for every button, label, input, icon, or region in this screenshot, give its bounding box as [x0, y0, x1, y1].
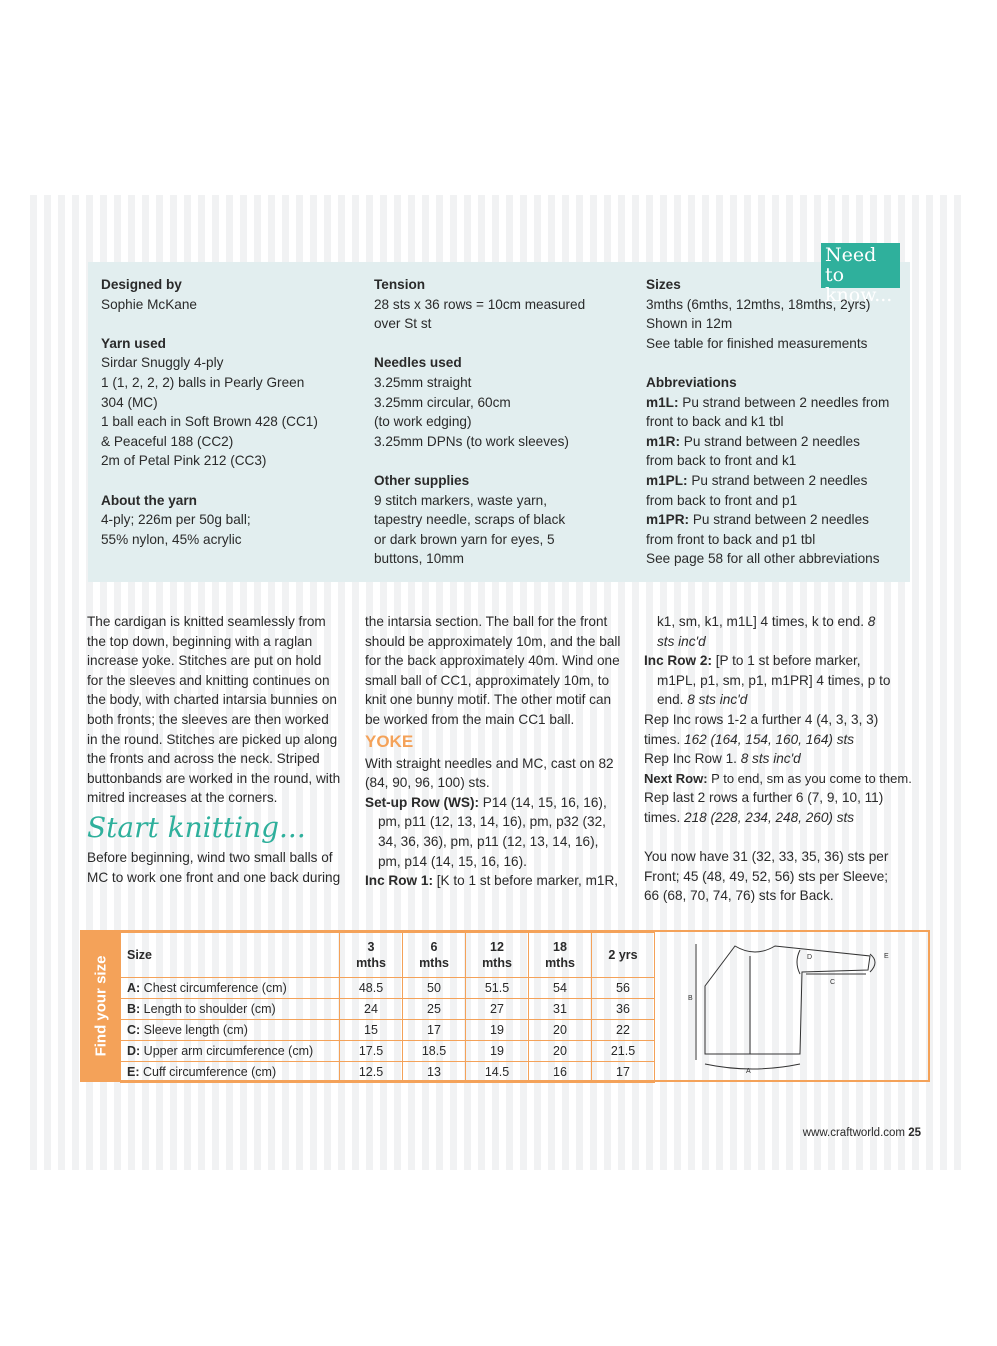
info-col-1: [101, 275, 361, 549]
label-b: B: [688, 995, 693, 1002]
measure-value: 22: [592, 1020, 655, 1041]
measure-value: 17: [403, 1020, 466, 1041]
text-line: 3.25mm straight: [374, 374, 472, 390]
other-heading: Other supplies: [374, 472, 470, 488]
about-lines: [101, 510, 361, 549]
need-to-know-badge: Need to know...: [821, 243, 900, 288]
text-line: the fronts and across the neck. Striped: [87, 751, 320, 767]
measure-value: 19: [466, 1020, 529, 1041]
text-line: 3.25mm DPNs (to work sleeves): [374, 433, 569, 449]
col1-end-lines: [87, 848, 355, 887]
designer: Sophie McKane: [101, 296, 197, 312]
text-line: Shown in 12m: [646, 316, 733, 332]
measure-value: 51.5: [466, 978, 529, 999]
size-col-header: 12 mths: [466, 933, 529, 978]
text-line: or dark brown yarn for eyes, 5: [374, 531, 555, 547]
text-line: pm, p11 (12, 13, 14, 16), pm, p32 (32,: [378, 814, 606, 830]
text-line: 2m of Petal Pink 212 (CC3): [101, 453, 267, 469]
inc2-end: end. 8 sts inc'd: [657, 692, 748, 708]
text-line: 1 ball each in Soft Brown 428 (CC1): [101, 414, 318, 430]
abbr-see: See page 58 for all other abbreviations: [646, 551, 880, 567]
measure-value: 27: [466, 999, 529, 1020]
intro-lines: [87, 612, 355, 808]
measure-value: 19: [466, 1041, 529, 1062]
text-line: the top down, beginning with a raglan: [87, 633, 313, 649]
measure-value: 13: [403, 1062, 466, 1083]
inc-row-2: Inc Row 2: [P to 1 st before marker,: [644, 653, 861, 669]
text-col-3: [644, 612, 914, 906]
setup-row: Set-up Row (WS): P14 (14, 15, 16, 16),: [365, 794, 607, 810]
text-line: See table for finished measurements: [646, 335, 868, 351]
size-col-header: 6 mths: [403, 933, 466, 978]
text-line: should be approximately 10m, and the ball: [365, 633, 621, 649]
text-line: 9 stitch markers, waste yarn,: [374, 492, 547, 508]
about-heading: About the yarn: [101, 492, 197, 508]
text-line: knit one bunny motif. The other motif can: [365, 692, 612, 708]
text-line: 55% nylon, 45% acrylic: [101, 531, 242, 547]
text-line: increase yoke. Stitches are put on hold: [87, 653, 322, 669]
text-line: 304 (MC): [101, 394, 158, 410]
text-line: (to work edging): [374, 414, 472, 430]
abbr-m1r: m1R: Pu strand between 2 needles: [646, 433, 860, 449]
abbr-m1r-2: from back to front and k1: [646, 453, 797, 469]
yoke-heading: YOKE: [365, 731, 414, 751]
text-line: MC to work one front and one back during: [87, 869, 341, 885]
measure-value: 15: [340, 1020, 403, 1041]
designed-heading: Designed by: [101, 277, 182, 292]
measure-value: 14.5: [466, 1062, 529, 1083]
text-line: 1 (1, 2, 2, 2) balls in Pearly Green: [101, 374, 305, 390]
text-line: mitred increases at the corners.: [87, 790, 278, 806]
abbr-heading: Abbreviations: [646, 374, 737, 390]
text-col-1: [87, 612, 355, 887]
sizes-lines: [646, 295, 908, 354]
measure-value: 16: [529, 1062, 592, 1083]
footer: www.craftworld.com 25: [802, 1127, 921, 1139]
measure-value: 48.5: [340, 978, 403, 999]
measure-value: 17.5: [340, 1041, 403, 1062]
needles-heading: Needles used: [374, 355, 462, 371]
label-e: E: [884, 953, 889, 960]
col2-lines: [365, 612, 635, 730]
size-col-header: 2 yrs: [592, 933, 655, 978]
text-line: over St st: [374, 316, 432, 332]
measure-value: 12.5: [340, 1062, 403, 1083]
size-table: [120, 932, 655, 1083]
sizes-heading: Sizes: [646, 277, 681, 292]
text-line: 3.25mm circular, 60cm: [374, 394, 511, 410]
label-c: C: [830, 979, 836, 986]
tension-heading: Tension: [374, 277, 426, 292]
text-line: Sirdar Snuggly 4-ply: [101, 355, 224, 371]
measure-value: 21.5: [592, 1041, 655, 1062]
text-line: buttons, 10mm: [374, 551, 464, 567]
measure-value: 25: [403, 999, 466, 1020]
abbr-m1pr: m1PR: Pu strand between 2 needles: [646, 512, 869, 528]
text-line: (84, 90, 96, 100) sts.: [365, 775, 490, 791]
measure-value: 36: [592, 999, 655, 1020]
needles-lines: [374, 373, 634, 451]
measure-label: D: Upper arm circumference (cm): [121, 1041, 340, 1062]
cardigan-diagram: [680, 936, 910, 1076]
rep4: Rep Inc Row 1. 8 sts inc'd: [644, 751, 801, 767]
size-col-header: 3 mths: [340, 933, 403, 978]
now-lines: [644, 847, 914, 906]
last1: Rep last 2 rows a further 6 (7, 9, 10, 11): [644, 790, 884, 806]
col3-a3: sts inc'd: [657, 633, 706, 649]
text-line: You now have 31 (32, 33, 35, 36) sts per: [644, 849, 889, 865]
text-line: 34, 36, 36), pm, p11 (12, 13, 14, 16),: [378, 833, 599, 849]
table-row: [121, 1062, 655, 1083]
tension-lines: [374, 295, 634, 334]
abbr-m1l-2: front to back and k1 tbl: [646, 414, 784, 430]
last2: times. 218 (228, 234, 248, 260) sts: [644, 809, 855, 825]
table-row: [121, 978, 655, 999]
find-your-size-tab: Find your size: [82, 932, 120, 1080]
text-line: & Peaceful 188 (CC2): [101, 433, 234, 449]
text-line: be worked from the main CC1 ball.: [365, 711, 575, 727]
text-line: both fronts; the sleeves are then worked: [87, 711, 329, 727]
measure-value: 56: [592, 978, 655, 999]
size-col-header: 18 mths: [529, 933, 592, 978]
start-knitting-heading: Start knitting...: [87, 810, 306, 844]
text-line: for the sleeves and knitting continues on: [87, 672, 330, 688]
abbr-m1pr-2: from front to back and p1 tbl: [646, 531, 816, 547]
measure-label: C: Sleeve length (cm): [121, 1020, 340, 1041]
text-line: With straight needles and MC, cast on 82: [365, 755, 614, 771]
measure-value: 24: [340, 999, 403, 1020]
size-header: Size: [121, 933, 340, 978]
next-row: Next Row: P to end, sm as you come to them.: [644, 770, 912, 786]
text-line: The cardigan is knitted seamlessly from: [87, 614, 326, 629]
yoke-lines: [365, 754, 635, 793]
inc2-ind1: m1PL, p1, sm, p1, m1PR] 4 times, p to: [657, 672, 891, 688]
measure-value: 17: [592, 1062, 655, 1083]
measure-value: 50: [403, 978, 466, 999]
measure-value: 18.5: [403, 1041, 466, 1062]
rep1: Rep Inc rows 1-2 a further 4 (4, 3, 3, 3): [644, 711, 879, 727]
measure-value: 54: [529, 978, 592, 999]
text-line: 3mths (6mths, 12mths, 18mths, 2yrs): [646, 296, 871, 312]
abbr-m1l: m1L: Pu strand between 2 needles from: [646, 394, 890, 410]
label-d: D: [807, 954, 813, 961]
table-row: [121, 999, 655, 1020]
text-line: 4-ply; 226m per 50g ball;: [101, 512, 251, 528]
text-line: the intarsia section. The ball for the front: [365, 614, 608, 629]
text-line: in the round. Stitches are picked up along: [87, 731, 338, 747]
text-line: buttonbands are worked in the round, with: [87, 770, 341, 786]
text-line: 28 sts x 36 rows = 10cm measured: [374, 296, 586, 312]
other-lines: [374, 491, 634, 569]
text-line: 66 (68, 70, 74, 76) sts for Back.: [644, 888, 834, 904]
rep2: times. 162 (164, 154, 160, 164) sts: [644, 731, 855, 747]
measure-label: A: Chest circumference (cm): [121, 978, 340, 999]
text-line: Front; 45 (48, 49, 52, 56) sts per Sleeve;: [644, 868, 889, 884]
measure-value: 20: [529, 1041, 592, 1062]
measure-value: 20: [529, 1020, 592, 1041]
measure-label: E: Cuff circumference (cm): [121, 1062, 340, 1083]
table-row: [121, 1041, 655, 1062]
table-row: [121, 1020, 655, 1041]
col3-a: k1, sm, k1, m1L] 4 times, k to end. 8: [657, 614, 876, 629]
abbr-m1pl-2: from back to front and p1: [646, 492, 798, 508]
text-line: small ball of CC1, approximately 10m, to: [365, 672, 610, 688]
text-line: tapestry needle, scraps of black: [374, 512, 566, 528]
yarn-lines: [101, 353, 361, 471]
text-line: pm, p14 (14, 15, 16, 16).: [378, 853, 527, 869]
yarn-heading: Yarn used: [101, 335, 166, 351]
text-line: for the back approximately 40m. Wind one: [365, 653, 620, 669]
abbr-m1pl: m1PL: Pu strand between 2 needles: [646, 472, 868, 488]
text-col-2: [365, 612, 635, 891]
inc-row-1: Inc Row 1: [K to 1 st before marker, m1R,: [365, 873, 619, 889]
measure-label: B: Length to shoulder (cm): [121, 999, 340, 1020]
text-line: the body, with charted intarsia bunnies on: [87, 692, 337, 708]
info-col-2: [374, 275, 634, 569]
label-a: A: [746, 1068, 751, 1075]
measure-value: 31: [529, 999, 592, 1020]
info-col-3: [646, 275, 908, 569]
setup-ind: [365, 812, 635, 871]
text-line: Before beginning, wind two small balls of: [87, 849, 333, 865]
